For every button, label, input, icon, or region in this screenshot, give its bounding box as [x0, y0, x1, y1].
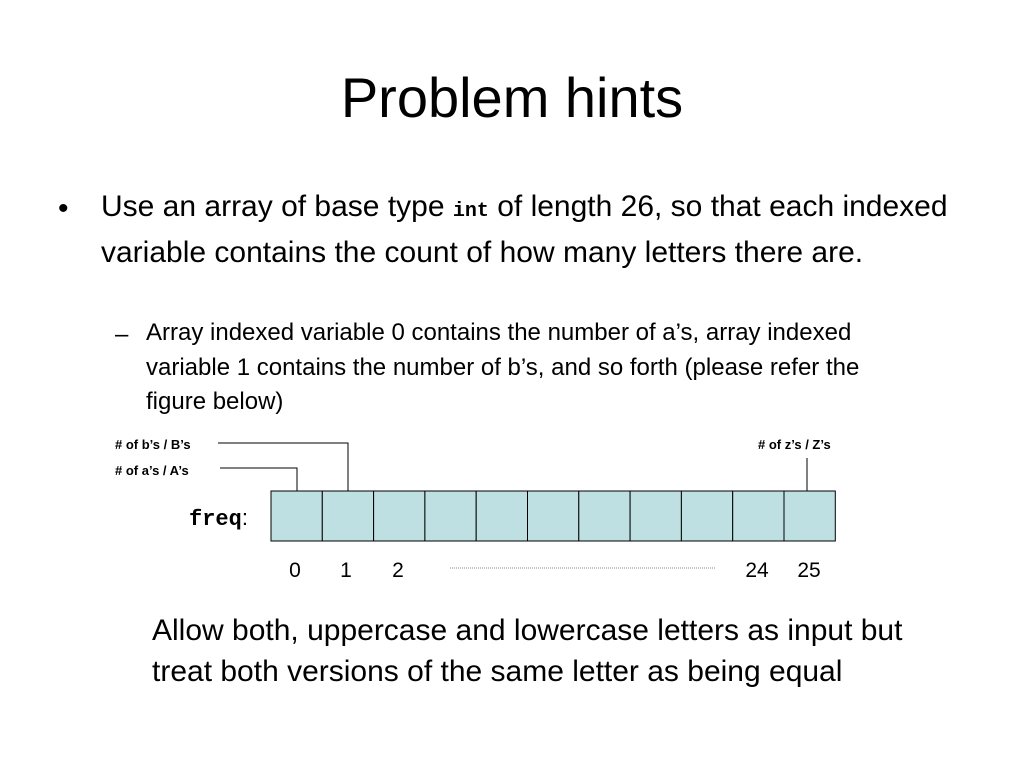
array-name: freq — [189, 507, 242, 532]
index-25: 25 — [797, 559, 821, 582]
bullet-text-after-code: of length 26, so that each indexed variable contains the count of how many letters there are. — [101, 190, 948, 269]
array-cell — [681, 491, 732, 541]
index-1: 1 — [340, 559, 352, 582]
array-cell — [784, 491, 835, 541]
bullet-text-before-code: Use an array of base type — [101, 190, 453, 223]
label-b-count: # of b’s / B’s — [115, 437, 191, 452]
index-0: 0 — [289, 559, 301, 582]
bullet-marker: • — [58, 192, 69, 225]
array-cell — [630, 491, 681, 541]
label-a-count: # of a’s / A’s — [115, 463, 189, 478]
array-cell — [425, 491, 476, 541]
index-2: 2 — [392, 559, 404, 582]
array-cell — [579, 491, 630, 541]
index-24: 24 — [745, 559, 769, 582]
sub-bullet-text: Array indexed variable 0 contains the number of a’s, array indexed variable 1 contains the number of b’s, and so forth (please refer the figure below) — [146, 319, 860, 415]
array-name-label — [189, 505, 248, 533]
array-cell — [476, 491, 527, 541]
array-cell — [271, 491, 322, 541]
array-name-suffix: : — [241, 505, 248, 530]
label-z-count: # of z’s / Z’s — [758, 437, 831, 452]
array-cell — [322, 491, 373, 541]
array-cell — [528, 491, 579, 541]
array-cell — [733, 491, 784, 541]
slide-title: Problem hints — [340, 66, 684, 129]
array-cells — [271, 491, 835, 541]
note-text: Allow both, uppercase and lowercase letters as input but treat both versions of the same letter as being equal — [152, 614, 903, 688]
array-cell — [374, 491, 425, 541]
sub-bullet-marker: – — [115, 321, 129, 348]
inline-code-int: int — [452, 200, 489, 223]
